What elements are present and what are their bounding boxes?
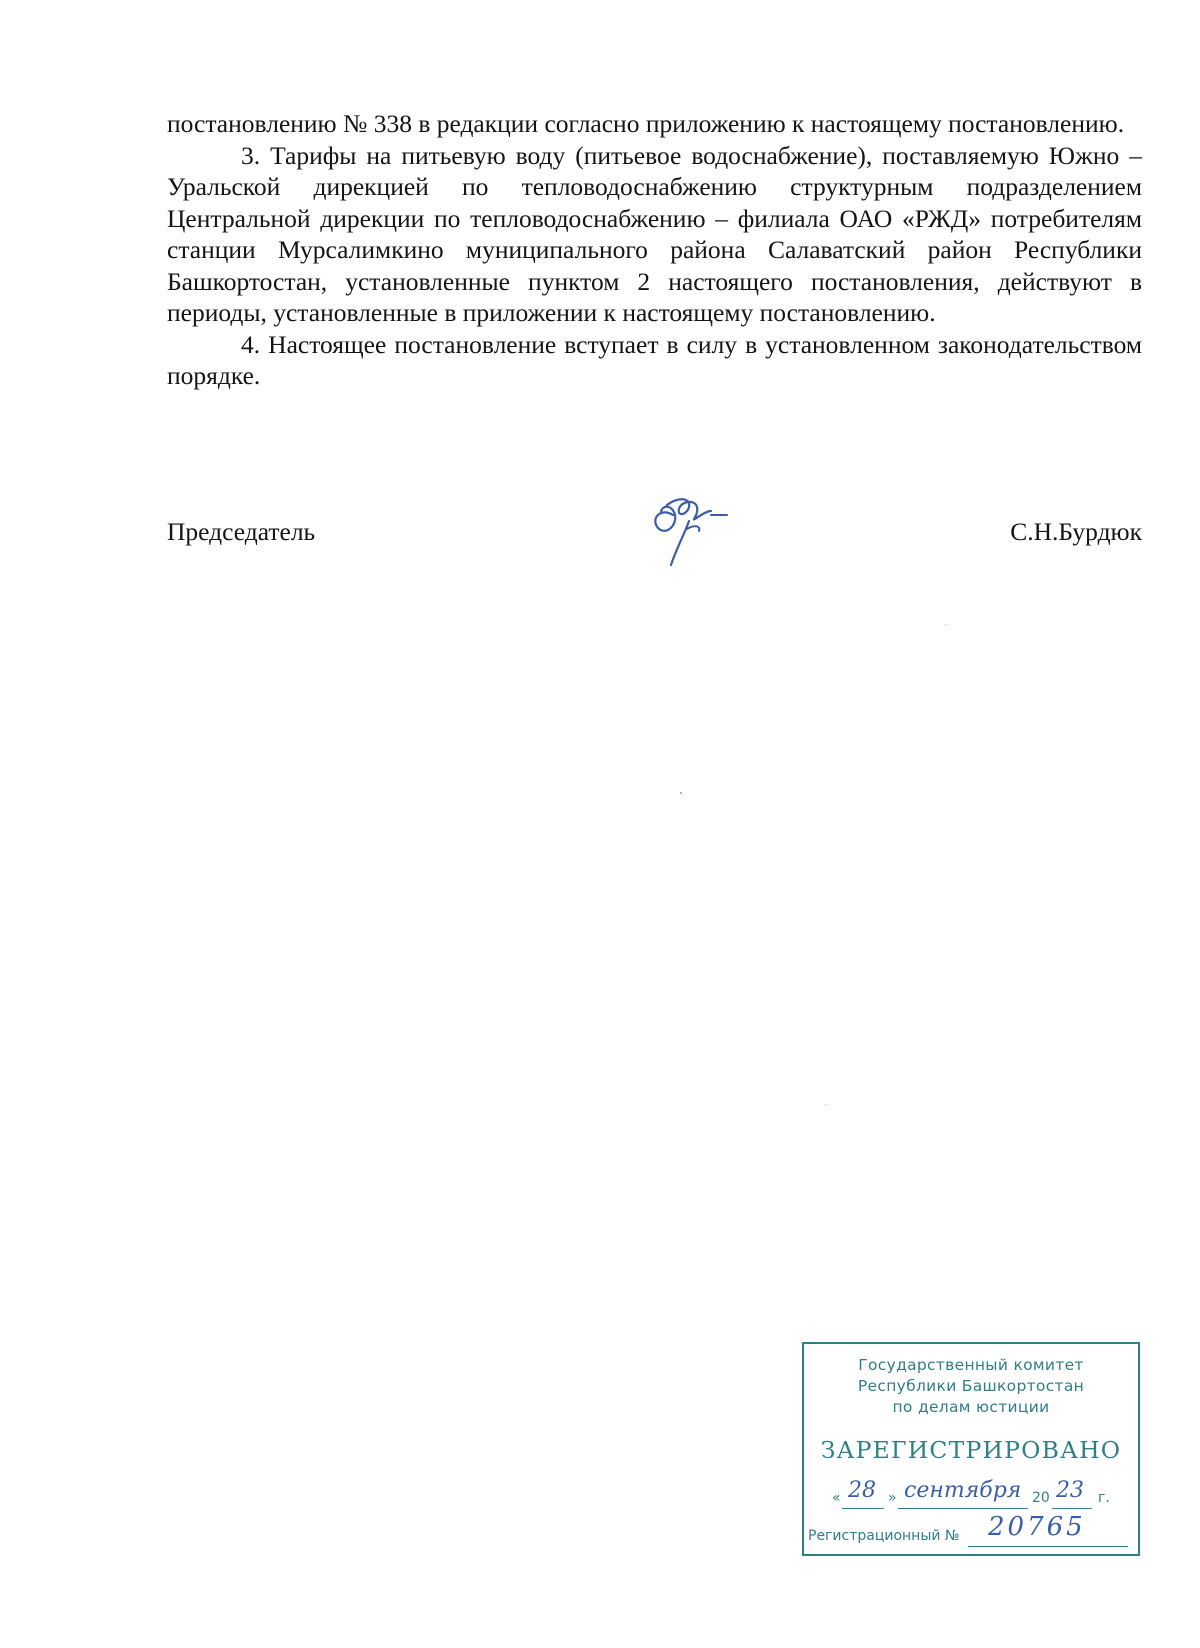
stamp-reg-label: Регистрационный № (808, 1528, 960, 1544)
signature-block (167, 517, 1142, 557)
scan-speck (945, 624, 946, 625)
stamp-quote-close: » (888, 1490, 897, 1506)
stamp-org-line-1: Государственный комитет (858, 1356, 1084, 1374)
stamp-day: 28 (848, 1478, 876, 1503)
stamp-year-suffix: 23 (1056, 1478, 1084, 1503)
signatory-role: Председатель (167, 517, 316, 546)
registration-stamp (802, 1342, 1140, 1556)
stamp-month: сентября (904, 1478, 1022, 1503)
signatory-name: С.Н.Бурдюк (1010, 517, 1142, 546)
stamp-quote-open: « (832, 1490, 841, 1506)
paragraph-continuation: постановлению № 338 в редакции согласно приложению к настоящему постановлению. (167, 109, 1125, 138)
stamp-org-line-2: Республики Башкортостан (857, 1377, 1085, 1395)
stamp-date (832, 1478, 1122, 1512)
document-body (167, 108, 1142, 392)
paragraph-3: 3. Тарифы на питьевую воду (питьевое водоснабжение), поставляемую Южно – Уральской дирекцией по тепловодоснабжению структурным подразделением Центральной дирекции по тепловодоснабжению – филиала ОАО «РЖД» потребителям станции Мурсалимкино муниципального района Салаватский район Республики Башкортостан, установленные пунктом 2 настоящего постановления, действуют в периоды, установленные в приложении к настоящему постановлению. (167, 140, 1142, 327)
stamp-status: ЗАРЕГИСТРИРОВАНО (820, 1436, 1122, 1464)
stamp-year-unit: г. (1098, 1490, 1110, 1506)
stamp-reg-line (968, 1546, 1128, 1547)
scan-speck (825, 1104, 826, 1105)
stamp-day-line (842, 1508, 884, 1509)
stamp-reg-number: 20765 (988, 1512, 1086, 1542)
stamp-month-line (898, 1508, 1028, 1509)
handwritten-signature-icon (637, 485, 737, 571)
stamp-org-line-3: по делам юстиции (892, 1398, 1050, 1416)
paragraph-4: 4. Настоящее постановление вступает в силу в установленном законодательством порядке. (167, 329, 1142, 390)
scan-speck (680, 792, 682, 794)
stamp-year-prefix: 20 (1032, 1490, 1050, 1506)
stamp-year-line (1052, 1508, 1092, 1509)
stamp-registration-number (808, 1512, 1132, 1550)
